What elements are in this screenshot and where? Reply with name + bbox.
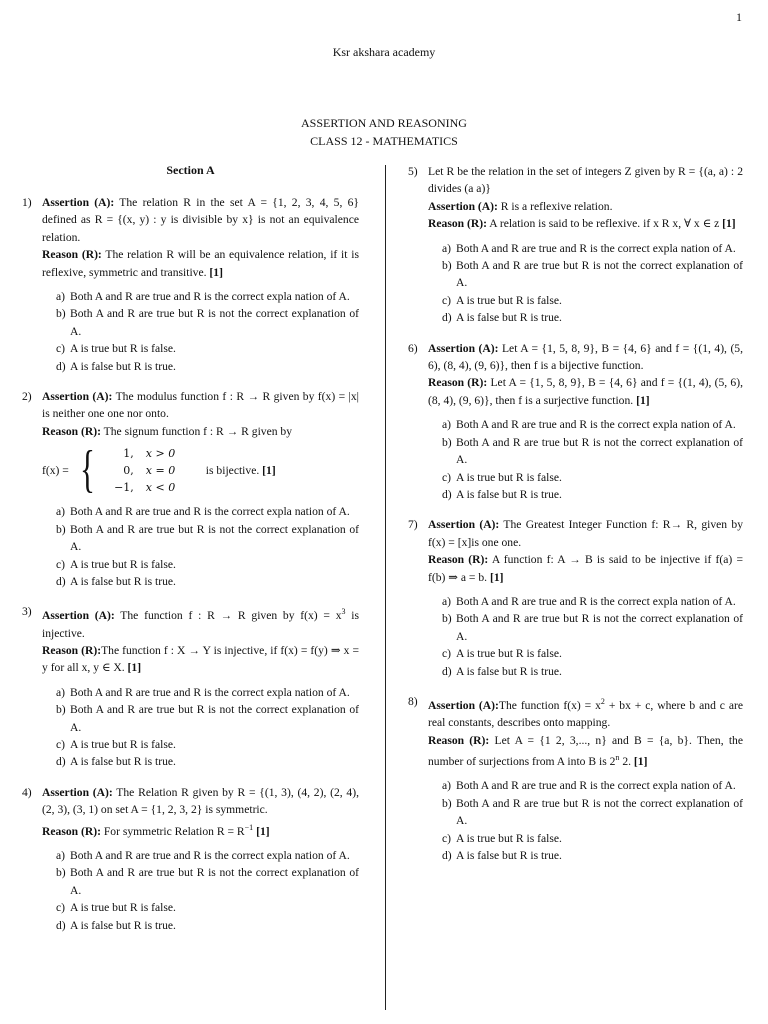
marks: [1] xyxy=(633,754,648,768)
options-list xyxy=(56,288,359,375)
document-subtitle: CLASS 12 - MATHEMATICS xyxy=(310,134,458,148)
option-text: Both A and R are true and R is the correct expla nation of A. xyxy=(456,418,736,432)
options-list xyxy=(442,593,743,680)
options-list xyxy=(56,503,359,590)
reason xyxy=(428,732,743,771)
option-c: c) A is true but R is false. xyxy=(56,557,176,571)
piecewise-suffix: is bijective. xyxy=(205,463,260,477)
marks: [1] xyxy=(636,393,650,407)
option-a: a) Both A and R are true and R is the correct expla nation of A. xyxy=(56,290,350,304)
reason xyxy=(42,246,359,281)
option-c: c) A is true but R is false. xyxy=(442,470,562,484)
reason-text: The signum function f : R → R given by xyxy=(103,424,293,438)
question-1 xyxy=(22,194,359,375)
option-a: a) Both A and R are true and R is the correct expla nation of A. xyxy=(442,241,736,255)
question-number: 5) xyxy=(408,165,418,178)
option-b: b) Both A and R are true but R is not the correct explanation of A. xyxy=(442,259,743,290)
option-text: Both A and R are true and R is the correct expla nation of A. xyxy=(70,505,350,519)
option-text: Both A and R are true and R is the correct expla nation of A. xyxy=(456,241,736,255)
reason-text: Let A = {1, 5, 8, 9}, B = {4, 6} and f = {(1, 4), (5, 6), (8, 4), (9, 6)}, then f is a surjective function. xyxy=(428,376,743,407)
reason xyxy=(428,551,743,586)
option-text: Both A and R are true and R is the correct expla nation of A. xyxy=(456,594,736,608)
school-name: Ksr akshara academy xyxy=(332,45,436,59)
marks: [1] xyxy=(127,661,142,675)
option-text: A is false but R is true. xyxy=(456,848,562,862)
reason-text: A relation is said to be reflexive. if x R x, ∀ x ∈ z xyxy=(489,217,720,231)
question-intro: Let R be the relation in the set of integers Z given by R = {(a, a) : 2 divides (a a)} xyxy=(428,165,743,196)
option-b: b) Both A and R are true but R is not the correct explanation of A. xyxy=(442,435,743,467)
option-c: c) A is true but R is false. xyxy=(442,831,562,845)
reason-text: The function f : X → Y is injective, if f(x) = f(y) ⇒ x = y for all x, y ∈ X. xyxy=(42,643,359,675)
superscript: 2 xyxy=(600,696,605,706)
option-a: a) Both A and R are true and R is the correct expla nation of A. xyxy=(56,505,350,519)
option-c: c) A is true but R is false. xyxy=(56,738,176,752)
assertion-text: The Greatest Integer Function f: R→ R, given by f(x) = [x]is one one. xyxy=(428,518,743,549)
option-d: d) A is false but R is true. xyxy=(56,359,176,373)
question-number: 7) xyxy=(408,518,418,532)
question-2 xyxy=(22,388,359,590)
reason-label: Reason (R): xyxy=(428,553,489,567)
option-text: A is false but R is true. xyxy=(456,664,562,678)
option-text: A is true but R is false. xyxy=(456,470,562,484)
question-number: 6) xyxy=(408,341,418,355)
assertion-text: R is a reflexive relation. xyxy=(500,199,613,213)
assertion-label: Assertion (A): xyxy=(42,785,113,799)
question-5 xyxy=(408,163,743,327)
assertion xyxy=(42,784,359,819)
option-text: Both A and R are true and R is the correct expla nation of A. xyxy=(70,848,350,862)
assertion-label: Assertion (A): xyxy=(42,609,115,623)
option-c: c) A is true but R is false. xyxy=(56,342,176,356)
question-3 xyxy=(22,603,359,771)
brace-glyph: { xyxy=(79,441,95,499)
option-a: a) Both A and R are true and R is the correct expla nation of A. xyxy=(442,779,736,793)
case-value: 1, xyxy=(123,446,134,460)
assertion xyxy=(428,340,743,375)
document-title-block xyxy=(0,114,768,150)
option-text: Both A and R are true and R is the correct expla nation of A. xyxy=(70,685,350,699)
option-c: c) A is true but R is false. xyxy=(56,901,176,915)
option-b: b) Both A and R are true but R is not the correct explanation of A. xyxy=(56,866,359,897)
option-c: c) A is true but R is false. xyxy=(442,293,562,307)
option-text: A is false but R is true. xyxy=(70,359,176,373)
assertion-label: Assertion (A): xyxy=(42,390,113,404)
marks: [1] xyxy=(262,463,276,477)
option-d: d) A is false but R is true. xyxy=(56,755,176,769)
option-text: A is false but R is true. xyxy=(70,918,176,932)
options-list xyxy=(56,684,359,771)
reason xyxy=(428,215,743,232)
document-title: ASSERTION AND REASONING xyxy=(301,116,467,130)
assertion xyxy=(428,693,743,732)
marks: [1] xyxy=(256,824,270,838)
option-d: d) A is false but R is true. xyxy=(442,487,562,501)
question-6 xyxy=(408,340,743,504)
cases xyxy=(104,445,194,496)
question-8 xyxy=(408,693,743,864)
question-7 xyxy=(408,516,743,680)
reason-label: Reason (R): xyxy=(42,824,101,838)
question-number: 1) xyxy=(22,196,32,209)
option-a: a) Both A and R are true and R is the correct expla nation of A. xyxy=(442,418,736,432)
assertion xyxy=(42,388,359,423)
option-text: A is true but R is false. xyxy=(70,557,176,571)
case-value: −1, xyxy=(114,480,134,494)
fx-label: f(x) = xyxy=(42,463,69,477)
option-b: b) Both A and R are true but R is not the correct explanation of A. xyxy=(56,307,359,338)
piecewise-function xyxy=(42,441,359,499)
options-list xyxy=(442,416,743,503)
option-text: Both A and R are true and R is the correct expla nation of A. xyxy=(70,290,350,304)
question-number: 3) xyxy=(22,605,32,619)
option-text: A is true but R is false. xyxy=(70,342,176,356)
option-d: d) A is false but R is true. xyxy=(442,848,562,862)
assertion-text: The Relation R given by R = {(1, 3), (4, 2), (2, 4), (2, 3), (3, 1) on set A = {1, 2, 3, 2} is symmetric. xyxy=(42,785,359,817)
left-column xyxy=(22,163,359,947)
reason-label: Reason (R): xyxy=(42,643,102,657)
question-4 xyxy=(22,784,359,934)
question-number: 2) xyxy=(22,390,32,404)
option-text: A is false but R is true. xyxy=(456,311,562,325)
reason xyxy=(42,819,359,840)
option-d: d) A is false but R is true. xyxy=(56,918,176,932)
options-list xyxy=(442,240,743,327)
option-text: A is false but R is true. xyxy=(70,574,176,588)
assertion-label: Assertion (A): xyxy=(42,196,115,209)
case-condition: x < 0 xyxy=(145,480,176,494)
reason-label: Reason (R): xyxy=(428,217,487,231)
reason xyxy=(428,374,743,409)
reason xyxy=(42,423,359,440)
option-text: A is true but R is false. xyxy=(456,647,562,661)
option-text: Both A and R are true but R is not the correct explanation of A. xyxy=(456,435,743,467)
case-condition: x > 0 xyxy=(145,446,176,460)
assertion-text: The modulus function f : R → R given by f(x) = |x| is neither one one nor onto. xyxy=(42,390,359,421)
reason-text: The relation R will be an equivalence relation, if it is reflexive, symmetric and transitive. xyxy=(42,248,359,279)
options-list xyxy=(56,847,359,934)
case-row xyxy=(104,462,194,479)
option-text: Both A and R are true but R is not the correct explanation of A. xyxy=(456,259,743,290)
marks: [1] xyxy=(722,217,736,231)
right-column xyxy=(408,163,743,877)
option-b: b) Both A and R are true but R is not the correct explanation of A. xyxy=(442,796,743,828)
superscript: −1 xyxy=(244,822,254,832)
reason xyxy=(42,642,359,677)
superscript: 3 xyxy=(341,607,346,617)
superscript: n xyxy=(615,753,620,763)
option-text: Both A and R are true but R is not the correct explanation of A. xyxy=(456,612,743,643)
assertion-text-end: + bx + c, where b and c are real constants, describes onto mapping. xyxy=(428,698,743,730)
option-d: d) A is false but R is true. xyxy=(442,664,562,678)
assertion xyxy=(42,194,359,246)
option-c: c) A is true but R is false. xyxy=(442,647,562,661)
assertion-label: Assertion (A): xyxy=(428,698,499,712)
assertion-label: Assertion (A): xyxy=(428,199,498,213)
assertion-text-end: is injective. xyxy=(42,609,359,640)
question-number: 8) xyxy=(408,694,418,708)
option-a: a) Both A and R are true and R is the correct expla nation of A. xyxy=(56,685,350,699)
option-b: b) Both A and R are true but R is not the correct explanation of A. xyxy=(56,522,359,554)
option-a: a) Both A and R are true and R is the correct expla nation of A. xyxy=(442,594,736,608)
reason-label: Reason (R): xyxy=(428,733,490,747)
marks: [1] xyxy=(209,265,223,279)
question-number: 4) xyxy=(22,785,32,799)
option-text: A is true but R is false. xyxy=(70,738,176,752)
assertion-text: The function f(x) = x xyxy=(498,698,601,712)
section-title: Section A xyxy=(166,163,215,177)
option-b: b) Both A and R are true but R is not the correct explanation of A. xyxy=(442,612,743,643)
assertion-text: Let A = {1, 5, 8, 9}, B = {4, 6} and f = {(1, 4), (5, 6), (8, 4), (9, 6)}, then f is a bijective function. xyxy=(428,341,744,373)
option-text: A is false but R is true. xyxy=(70,755,176,769)
column-divider xyxy=(385,165,386,1010)
assertion-text: The function f : R → R given by f(x) = x xyxy=(120,609,342,623)
assertion xyxy=(428,198,743,215)
case-row xyxy=(104,445,194,462)
page-number: 1 xyxy=(736,10,742,24)
option-text: A is true but R is false. xyxy=(456,831,562,845)
reason-text-end: 2. xyxy=(619,754,632,768)
assertion-label: Assertion (A): xyxy=(428,341,499,355)
reason-text: Let A = {1 2, 3,..., n} and B = {a, b}. Then, the number of surjections from A into B is 2 xyxy=(428,733,743,768)
reason-label: Reason (R): xyxy=(428,376,488,390)
reason-text: For symmetric Relation R = R xyxy=(103,824,245,838)
option-text: Both A and R are true but R is not the correct explanation of A. xyxy=(70,522,359,554)
assertion xyxy=(42,603,359,642)
option-text: Both A and R are true but R is not the correct explanation of A. xyxy=(70,307,359,338)
option-b: b) Both A and R are true but R is not the correct explanation of A. xyxy=(56,703,359,734)
option-d: d) A is false but R is true. xyxy=(442,311,562,325)
assertion xyxy=(428,516,743,551)
option-text: Both A and R are true but R is not the correct explanation of A. xyxy=(456,796,743,828)
option-d: d) A is false but R is true. xyxy=(56,574,176,588)
option-text: A is false but R is true. xyxy=(456,487,562,501)
case-value: 0, xyxy=(123,463,134,477)
assertion-label: Assertion (A): xyxy=(428,518,500,532)
case-condition: x = 0 xyxy=(145,463,176,477)
marks: [1] xyxy=(489,570,504,584)
option-text: A is true but R is false. xyxy=(70,901,176,915)
options-list xyxy=(442,777,743,864)
option-text: Both A and R are true and R is the correct expla nation of A. xyxy=(456,779,736,793)
assertion-text: The relation R in the set A = {1, 2, 3, 4, 5, 6} defined as R = {(x, y) : y is divisible by x} is not an equivalence relation. xyxy=(42,196,359,244)
reason-text: A function f: A → B is said to be injective if f(a) = f(b) ⇒ a = b. xyxy=(428,553,743,584)
reason-label: Reason (R): xyxy=(42,248,102,262)
option-a: a) Both A and R are true and R is the correct expla nation of A. xyxy=(56,848,350,862)
case-row xyxy=(104,479,194,496)
option-text: Both A and R are true but R is not the correct explanation of A. xyxy=(70,866,359,897)
reason-label: Reason (R): xyxy=(42,424,101,438)
option-text: A is true but R is false. xyxy=(456,293,562,307)
option-text: Both A and R are true but R is not the correct explanation of A. xyxy=(70,703,359,734)
